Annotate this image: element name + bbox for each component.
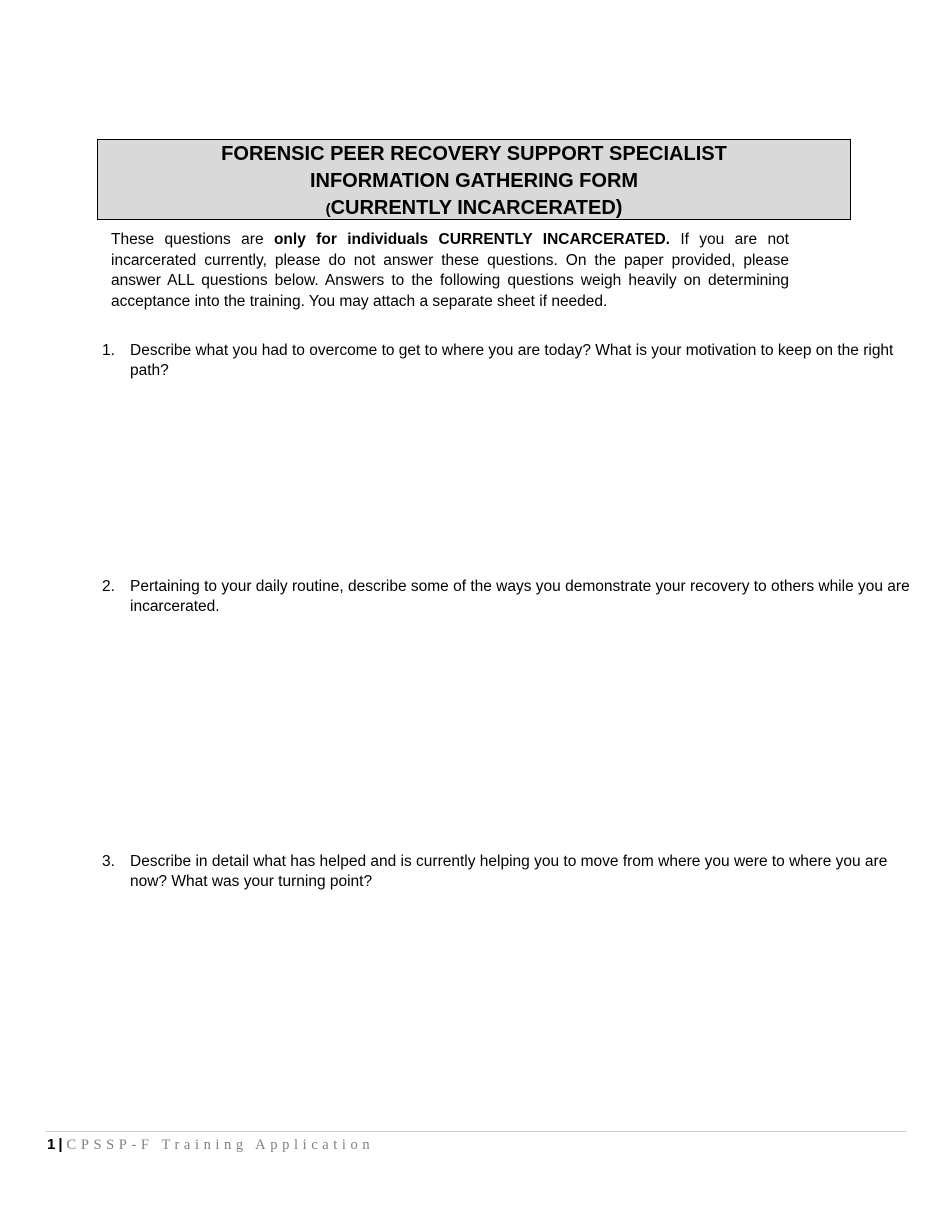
footer-divider: [46, 1131, 906, 1132]
question-number: 3.: [102, 853, 115, 870]
question-number: 2.: [102, 578, 115, 595]
question-number: 1.: [102, 342, 115, 359]
question-text: Pertaining to your daily routine, describe some of the ways you demonstrate your recovery to others while you are incarcerated.: [130, 578, 910, 615]
form-title-line-3: [98, 195, 850, 223]
question-text: Describe what you had to overcome to get to where you are today? What is your motivation to keep on the right path?: [130, 342, 894, 379]
form-title-line-1: FORENSIC PEER RECOVERY SUPPORT SPECIALIST: [221, 143, 727, 165]
footer-title: CPSSP-F Training Application: [66, 1137, 375, 1153]
form-title-line-2: INFORMATION GATHERING FORM: [309, 170, 639, 192]
form-title-line-3-text: CURRENTLY INCARCERATED): [330, 197, 623, 219]
footer-separator: |: [58, 1136, 63, 1153]
question-3: [102, 852, 912, 891]
intro-rest: If you are not incarcerated currently, please do not answer these questions. On the paper provided, please answer ALL questions below. Answers to the following questions weigh heavily on determining acceptance into the training. You may attach a separate sheet if needed.: [111, 231, 789, 310]
form-title-box: [97, 139, 851, 220]
question-2: [102, 577, 912, 616]
footer-page-number: 1: [47, 1136, 56, 1153]
intro-bold: only for individuals CURRENTLY INCARCERATED.: [273, 231, 670, 248]
page-footer: [47, 1136, 374, 1154]
intro-paragraph: [111, 230, 789, 312]
form-title-open-paren: (: [325, 201, 331, 218]
question-1: [102, 341, 912, 380]
question-text: Describe in detail what has helped and is currently helping you to move from where you were to where you are now? What was your turning point?: [130, 853, 888, 890]
intro-lead: These questions are: [111, 231, 274, 248]
